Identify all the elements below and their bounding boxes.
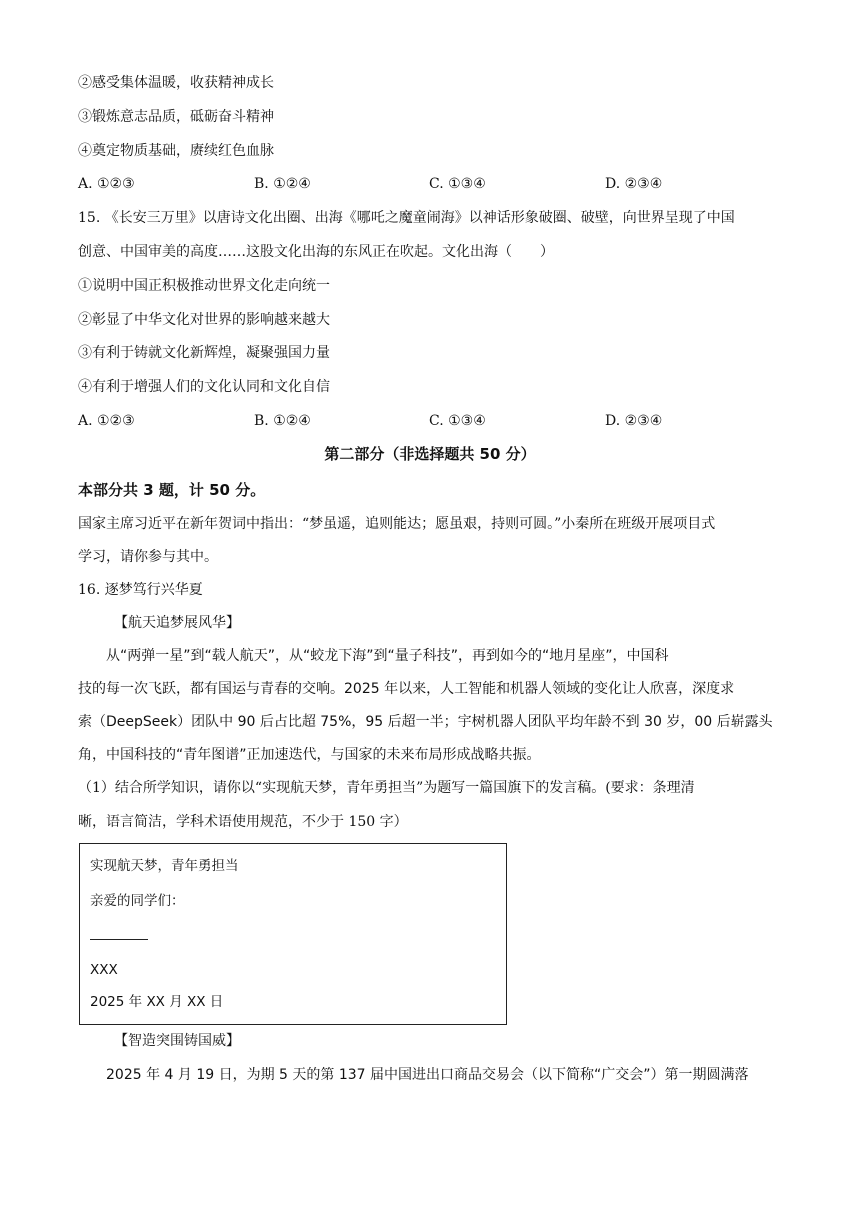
q15-stem-line-2: 创意、中国审美的高度……这股文化出海的东风正在吹起。文化出海（ ） bbox=[78, 244, 554, 260]
q15-option-a[interactable]: A. ①②③ bbox=[78, 413, 135, 429]
q14-item-3: ③锻炼意志品质，砥砺奋斗精神 bbox=[78, 109, 274, 125]
answer-box-title: 实现航天梦，青年勇担当 bbox=[90, 858, 239, 874]
q16-section1-line-4: 角，中国科技的“青年图谱”正加速迭代，与国家的未来布局形成战略共振。 bbox=[78, 747, 541, 763]
q14-item-4: ④奠定物质基础，赓续红色血脉 bbox=[78, 143, 274, 159]
q16-section1-line-2: 技的每一次飞跃，都有国运与青春的交响。2025 年以来，人工智能和机器人领域的变化让人欣喜，深度求 bbox=[78, 681, 735, 697]
q14-options bbox=[78, 174, 798, 194]
q14-item-2: ②感受集体温暖，收获精神成长 bbox=[78, 75, 274, 91]
q16-section1-line-1: 从“两弹一星”到“载人航天”，从“蛟龙下海”到“量子科技”，再到如今的“地月星座”，中国科 bbox=[106, 648, 669, 664]
q15-stem-line-1: 15. 《长安三万里》以唐诗文化出圈、出海《哪吒之魔童闹海》以神话形象破圈、破壁，向世界呈现了中国 bbox=[78, 210, 735, 226]
q15-option-c[interactable]: C. ①③④ bbox=[429, 413, 486, 429]
q16-section1-line-3: 索（DeepSeek）团队中 90 后占比超 75%，95 后超一半；宇树机器人团队平均年龄不到 30 岁，00 后崭露头 bbox=[78, 714, 773, 730]
q15-options bbox=[78, 411, 798, 431]
q16-sub1-line-2: 晰，语言简洁，学科术语使用规范，不少于 150 字） bbox=[78, 814, 408, 830]
answer-box-signature: XXX bbox=[90, 962, 118, 978]
q16-section2-line-1: 2025 年 4 月 19 日，为期 5 天的第 137 届中国进出口商品交易会（以下简称“广交会”）第一期圆满落 bbox=[106, 1067, 749, 1083]
q14-option-a[interactable]: A. ①②③ bbox=[78, 176, 135, 192]
part2-intro-line-2: 学习，请你参与其中。 bbox=[78, 549, 218, 565]
q16-sub1-line-1: （1）结合所学知识，请你以“实现航天梦，青年勇担当”为题写一篇国旗下的发言稿。(要求：条理清 bbox=[78, 780, 695, 796]
q16-section1-heading: 【航天追梦展风华】 bbox=[114, 615, 240, 631]
answer-box-greeting: 亲爱的同学们： bbox=[90, 893, 185, 909]
q15-item-2: ②彰显了中华文化对世界的影响越来越大 bbox=[78, 312, 330, 328]
q15-item-4: ④有利于增强人们的文化认同和文化自信 bbox=[78, 379, 330, 395]
q14-option-b[interactable]: B. ①②④ bbox=[254, 176, 311, 192]
part2-intro-line-1: 国家主席习近平在新年贺词中指出：“梦虽遥，追则能达；愿虽艰，持则可圆。”小秦所在班级开展项目式 bbox=[78, 516, 716, 532]
answer-box-date: 2025 年 XX 月 XX 日 bbox=[90, 994, 224, 1010]
part2-title: 第二部分（非选择题共 50 分） bbox=[324, 445, 536, 463]
q16-section2-heading: 【智造突围铸国威】 bbox=[114, 1033, 240, 1049]
q14-option-d[interactable]: D. ②③④ bbox=[605, 176, 663, 192]
part2-summary: 本部分共 3 题，计 50 分。 bbox=[78, 481, 266, 499]
answer-box-blank[interactable] bbox=[90, 926, 148, 946]
answer-blank-line bbox=[90, 927, 148, 940]
answer-box[interactable] bbox=[79, 843, 507, 1025]
q15-item-1: ①说明中国正积极推动世界文化走向统一 bbox=[78, 278, 330, 294]
q14-option-c[interactable]: C. ①③④ bbox=[429, 176, 486, 192]
q15-option-d[interactable]: D. ②③④ bbox=[605, 413, 663, 429]
q16-title: 16. 逐梦笃行兴华夏 bbox=[78, 582, 203, 598]
q15-item-3: ③有利于铸就文化新辉煌，凝聚强国力量 bbox=[78, 345, 330, 361]
q15-option-b[interactable]: B. ①②④ bbox=[254, 413, 311, 429]
